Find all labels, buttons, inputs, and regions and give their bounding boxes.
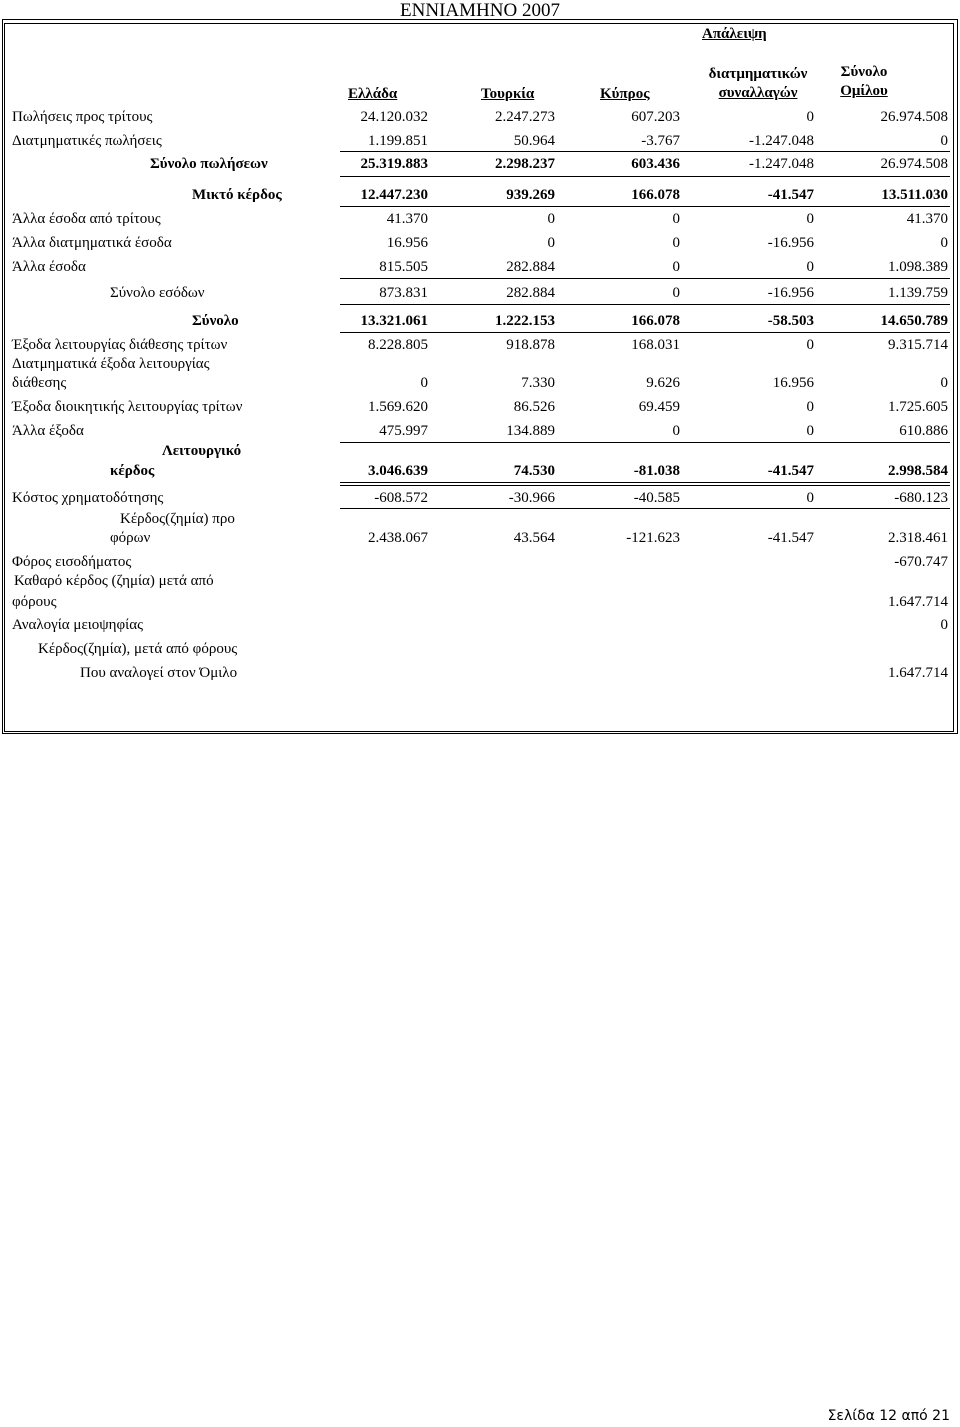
cell-group-total: 2.998.584: [888, 463, 948, 479]
cell-group-total: 26.974.508: [880, 156, 948, 172]
cell-elimination: -41.547: [767, 530, 814, 546]
subtotal-rule: [340, 508, 950, 509]
cell-elimination: 0: [806, 337, 814, 353]
cell-turkey: 74.530: [513, 463, 555, 479]
cell-group-total: 9.315.714: [888, 337, 948, 353]
double-rule: [340, 482, 950, 486]
cell-greece: 25.319.883: [360, 156, 428, 172]
row-label: Φόρος εισοδήματος: [12, 554, 132, 570]
cell-turkey: 50.964: [513, 133, 555, 149]
cell-elimination: -1.247.048: [749, 133, 814, 149]
cell-group-total: 1.647.714: [888, 594, 948, 610]
cell-greece: 8.228.805: [368, 337, 428, 353]
cell-group-total: 1.139.759: [888, 285, 948, 301]
cell-turkey: 282.884: [506, 285, 555, 301]
row-label-continued: κέρδος: [110, 463, 155, 479]
cell-greece: 24.120.032: [360, 109, 428, 125]
row-label: Σύνολο εσόδων: [110, 285, 205, 301]
row-label: Που αναλογεί στον Όμιλο: [80, 665, 238, 681]
row-label: Κέρδος(ζημία) προ: [120, 511, 235, 527]
cell-group-total: 1.647.714: [888, 665, 948, 681]
cell-elimination: -1.247.048: [749, 156, 814, 172]
subtotal-rule: [340, 206, 950, 207]
row-label: Άλλα έξοδα: [12, 423, 84, 439]
cell-group-total: 1.725.605: [888, 399, 948, 415]
cell-turkey: 2.247.273: [495, 109, 555, 125]
cell-turkey: 86.526: [513, 399, 555, 415]
cell-cyprus: -40.585: [633, 490, 680, 506]
cell-turkey: 43.564: [513, 530, 555, 546]
cell-turkey: 7.330: [521, 375, 555, 391]
row-label: Άλλα διατμηματικά έσοδα: [12, 235, 172, 251]
subtotal-rule: [340, 442, 950, 443]
cell-cyprus: 166.078: [631, 187, 680, 203]
cell-elimination: 0: [806, 211, 814, 227]
cell-group-total: 14.650.789: [880, 313, 948, 329]
cell-greece: 16.956: [386, 235, 428, 251]
period-title: ΕΝΝΙΑΜΗΝΟ 2007: [400, 0, 560, 21]
cell-elimination: 0: [806, 423, 814, 439]
page-footer: Σελίδα 12 από 21: [827, 1408, 950, 1424]
cell-turkey: 134.889: [506, 423, 555, 439]
cell-cyprus: -81.038: [633, 463, 680, 479]
cell-group-total: -680.123: [894, 490, 948, 506]
cell-turkey: 1.222.153: [495, 313, 555, 329]
cell-greece: 815.505: [379, 259, 428, 275]
cell-cyprus: 166.078: [631, 313, 680, 329]
header-greece: Ελλάδα: [348, 86, 398, 102]
row-label: Έξοδα λειτουργίας διάθεσης τρίτων: [12, 337, 228, 353]
cell-group-total: 2.318.461: [888, 530, 948, 546]
row-label: Αναλογία μειοψηφίας: [12, 617, 144, 633]
row-label: Σύνολο πωλήσεων: [150, 156, 268, 172]
subtotal-rule: [340, 304, 950, 305]
subtotal-rule: [340, 176, 950, 177]
cell-turkey: 0: [547, 235, 555, 251]
cell-greece: 1.569.620: [368, 399, 428, 415]
cell-elimination: -16.956: [767, 235, 814, 251]
cell-greece: 13.321.061: [360, 313, 428, 329]
cell-elimination: -41.547: [767, 463, 814, 479]
cell-group-total: 13.511.030: [881, 187, 948, 203]
cell-cyprus: 69.459: [638, 399, 680, 415]
cell-elimination: -41.547: [767, 187, 814, 203]
subtotal-rule: [340, 332, 950, 333]
cell-group-total: 0: [940, 375, 948, 391]
row-label: Έξοδα διοικητικής λειτουργίας τρίτων: [12, 399, 243, 415]
cell-group-total: 610.886: [899, 423, 948, 439]
cell-turkey: 939.269: [506, 187, 555, 203]
header-total-line1: Σύνολο: [840, 64, 888, 80]
row-label: Καθαρό κέρδος (ζημία) μετά από: [14, 573, 214, 589]
cell-cyprus: 168.031: [631, 337, 680, 353]
header-elimination-line1: διατμηματικών: [708, 66, 808, 82]
cell-group-total: 0: [940, 235, 948, 251]
header-cyprus: Κύπρος: [600, 86, 650, 102]
cell-cyprus: 0: [672, 211, 680, 227]
row-label: Πωλήσεις προς τρίτους: [12, 109, 153, 125]
cell-greece: 2.438.067: [368, 530, 428, 546]
cell-group-total: 0: [940, 133, 948, 149]
row-label-continued: φόρων: [110, 530, 151, 546]
row-label: Κόστος χρηματοδότησης: [12, 490, 164, 506]
row-label: Κέρδος(ζημία), μετά από φόρους: [38, 641, 238, 657]
cell-greece: 3.046.639: [368, 463, 428, 479]
cell-turkey: 2.298.237: [495, 156, 555, 172]
cell-greece: 873.831: [379, 285, 428, 301]
header-turkey: Τουρκία: [481, 86, 535, 102]
cell-elimination: 0: [806, 109, 814, 125]
cell-group-total: 26.974.508: [880, 109, 948, 125]
row-label-continued: διάθεσης: [12, 375, 67, 391]
cell-greece: -608.572: [374, 490, 428, 506]
cell-cyprus: 0: [672, 423, 680, 439]
cell-elimination: 0: [806, 490, 814, 506]
cell-elimination: 0: [806, 399, 814, 415]
header-elimination-top: Απάλειψη: [702, 26, 767, 42]
cell-elimination: -16.956: [767, 285, 814, 301]
cell-elimination: -58.503: [767, 313, 814, 329]
row-label: Διατμηματικά έξοδα λειτουργίας: [12, 356, 210, 372]
cell-elimination: 0: [806, 259, 814, 275]
cell-elimination: 16.956: [772, 375, 814, 391]
cell-turkey: 0: [547, 211, 555, 227]
cell-group-total: 0: [940, 617, 948, 633]
cell-cyprus: 0: [672, 285, 680, 301]
cell-group-total: 1.098.389: [888, 259, 948, 275]
subtotal-rule: [340, 151, 950, 152]
row-label: Λειτουργικό: [162, 443, 242, 459]
cell-greece: 475.997: [379, 423, 428, 439]
header-total-line2: Ομίλου: [840, 83, 888, 99]
cell-greece: 1.199.851: [368, 133, 428, 149]
row-label: Διατμηματικές πωλήσεις: [12, 133, 162, 149]
subtotal-rule: [340, 278, 950, 279]
cell-turkey: -30.966: [508, 490, 555, 506]
cell-cyprus: -121.623: [626, 530, 680, 546]
row-label: Άλλα έσοδα: [12, 259, 86, 275]
cell-group-total: -670.747: [894, 554, 948, 570]
cell-greece: 41.370: [386, 211, 428, 227]
cell-greece: 12.447.230: [360, 187, 428, 203]
cell-group-total: 41.370: [906, 211, 948, 227]
row-label: Σύνολο: [192, 313, 239, 329]
cell-cyprus: 9.626: [646, 375, 680, 391]
cell-cyprus: 603.436: [631, 156, 680, 172]
cell-cyprus: 0: [672, 235, 680, 251]
header-elimination-line2: συναλλαγών: [718, 85, 798, 101]
row-label: Μικτό κέρδος: [192, 187, 282, 203]
cell-cyprus: 0: [672, 259, 680, 275]
row-label-continued: φόρους: [12, 594, 57, 610]
cell-turkey: 282.884: [506, 259, 555, 275]
cell-cyprus: -3.767: [641, 133, 680, 149]
cell-greece: 0: [420, 375, 428, 391]
cell-cyprus: 607.203: [631, 109, 680, 125]
row-label: Άλλα έσοδα από τρίτους: [12, 211, 161, 227]
cell-turkey: 918.878: [506, 337, 555, 353]
